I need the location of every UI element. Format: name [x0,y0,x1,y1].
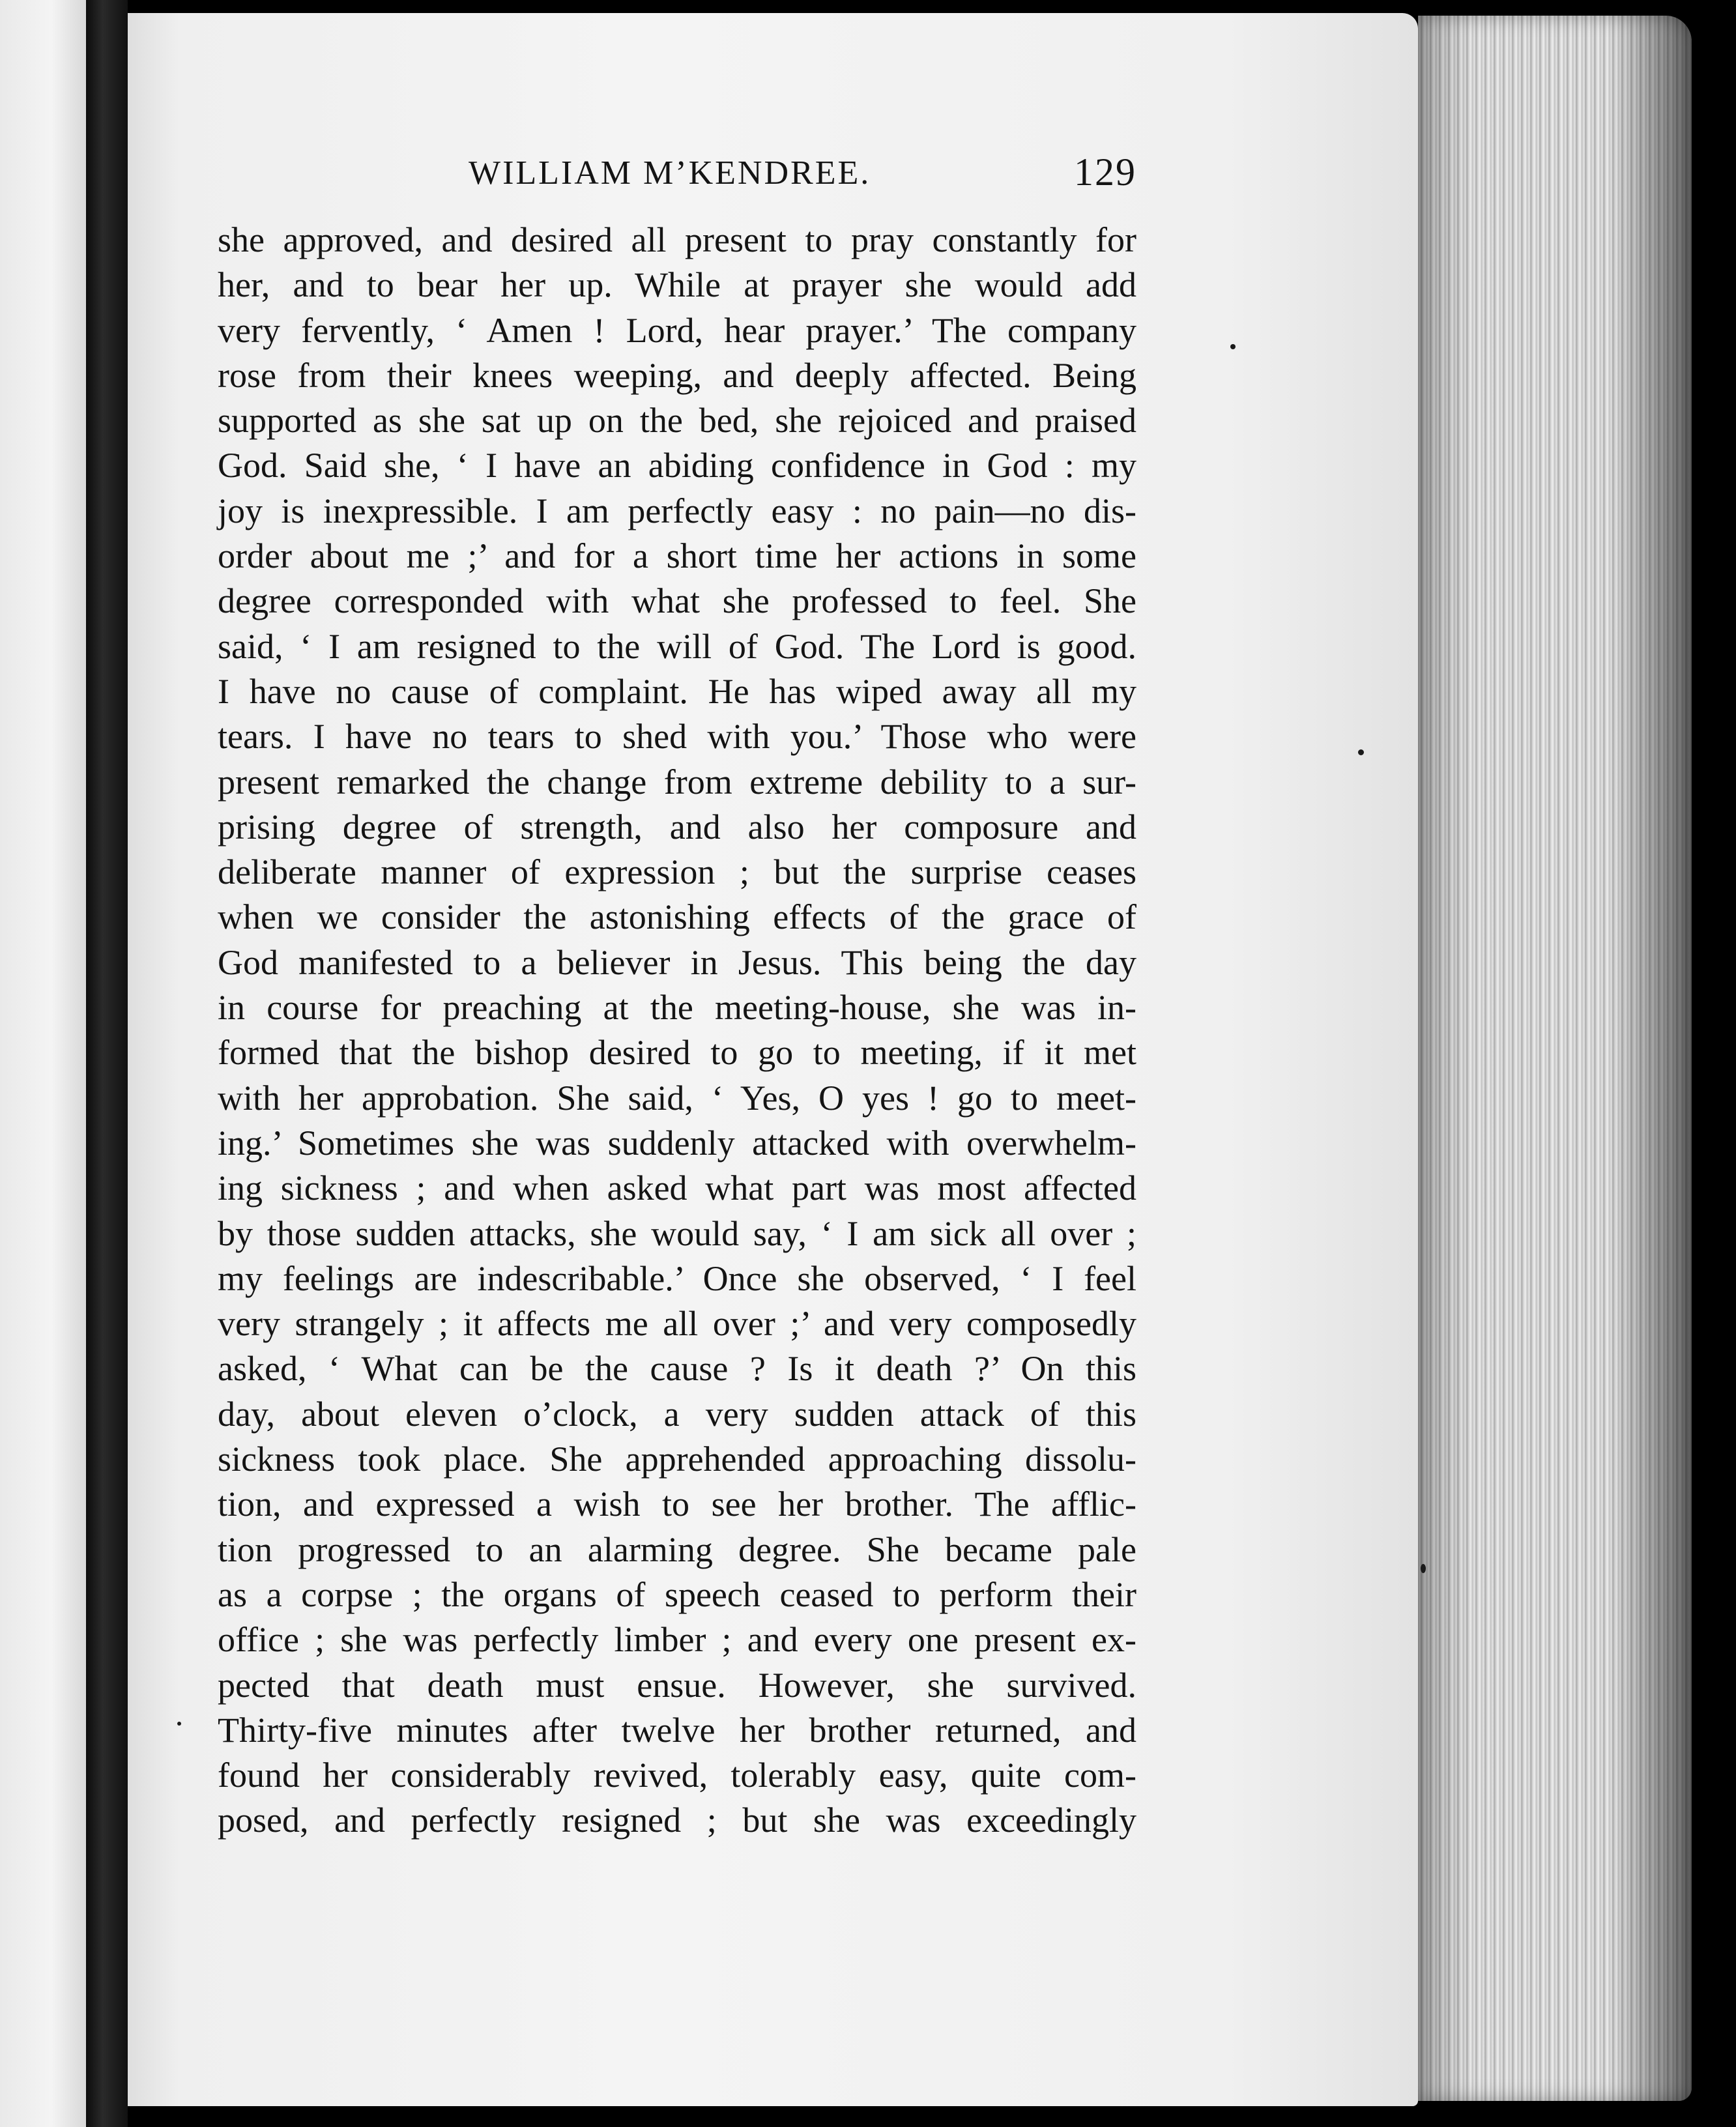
body-text [218,218,1136,1844]
text-line: joy is inexpressible. I am perfectly easy : no pain—no dis- [218,491,1136,530]
text-line: her, and to bear her up. While at prayer she would add [218,265,1136,305]
text-line: when we consider the astonishing effects of the grace of [218,897,1136,937]
facing-page-edge [0,0,86,2127]
text-line: order about me ;’ and for a short time her actions in some [218,536,1136,576]
running-head-title: WILLIAM M’KENDREE. [469,154,871,192]
dust-speck [1421,1564,1426,1573]
text-line: ing sickness ; and when asked what part was most affected [218,1168,1136,1208]
text-line: day, about eleven o’clock, a very sudden attack of this [218,1394,1136,1434]
text-line: she approved, and desired all present to pray constantly for [218,220,1136,259]
text-line: found her considerably revived, tolerably easy, quite com- [218,1756,1136,1795]
text-line: pected that death must ensue. However, she survived. [218,1665,1136,1705]
text-line: tears. I have no tears to shed with you.’ Those who were [218,717,1136,757]
text-line: tion progressed to an alarming degree. She became pale [218,1529,1136,1569]
text-line: ing.’ Sometimes she was suddenly attacked with overwhelm- [218,1123,1136,1163]
text-line: rose from their knees weeping, and deeply affected. Being [218,355,1136,395]
dust-speck [177,1722,181,1726]
page-content [218,151,1136,1844]
text-line: asked, ‘ What can be the cause ? Is it death ?’ On this [218,1349,1136,1389]
text-line: sickness took place. She apprehended approaching dissolu- [218,1440,1136,1479]
text-line: deliberate manner of expression ; but the surprise ceases [218,852,1136,892]
text-line: God manifested to a believer in Jesus. This being the day [218,942,1136,982]
text-line: by those sudden attacks, she would say, ‘ I am sick all over ; [218,1213,1136,1253]
text-line: present remarked the change from extreme debility to a sur- [218,762,1136,802]
page-edges-stack [1418,16,1692,2101]
text-line: office ; she was perfectly limber ; and every one present ex- [218,1620,1136,1660]
text-line: in course for preaching at the meeting-house, she was in- [218,988,1136,1028]
text-line: as a corpse ; the organs of speech ceased to perform their [218,1574,1136,1614]
text-line: supported as she sat up on the bed, she rejoiced and praised [218,401,1136,441]
text-line: degree corresponded with what she professed to feel. She [218,581,1136,621]
text-line: formed that the bishop desired to go to meeting, if it met [218,1033,1136,1073]
text-line: posed, and perfectly resigned ; but she was exceedingly [218,1801,1136,1840]
text-line: my feelings are indescribable.’ Once she observed, ‘ I feel [218,1258,1136,1298]
text-line: I have no cause of complaint. He has wiped away all my [218,671,1136,711]
text-line: tion, and expressed a wish to see her brother. The afflic- [218,1484,1136,1524]
text-line: with her approbation. She said, ‘ Yes, O yes ! go to meet- [218,1078,1136,1118]
text-line: prising degree of strength, and also her composure and [218,807,1136,846]
text-line: very fervently, ‘ Amen ! Lord, hear prayer.’ The company [218,310,1136,350]
page-number: 129 [1074,151,1136,194]
text-line: God. Said she, ‘ I have an abiding confidence in God : my [218,446,1136,485]
book-gutter [86,0,128,2127]
text-line: said, ‘ I am resigned to the will of God. The Lord is good. [218,626,1136,666]
text-line: Thirty-five minutes after twelve her brother returned, and [218,1710,1136,1750]
text-line: very strangely ; it affects me all over ;’ and very composedly [218,1304,1136,1344]
dust-speck [1230,344,1236,349]
dust-speck [1358,749,1364,755]
running-head [218,151,1136,212]
